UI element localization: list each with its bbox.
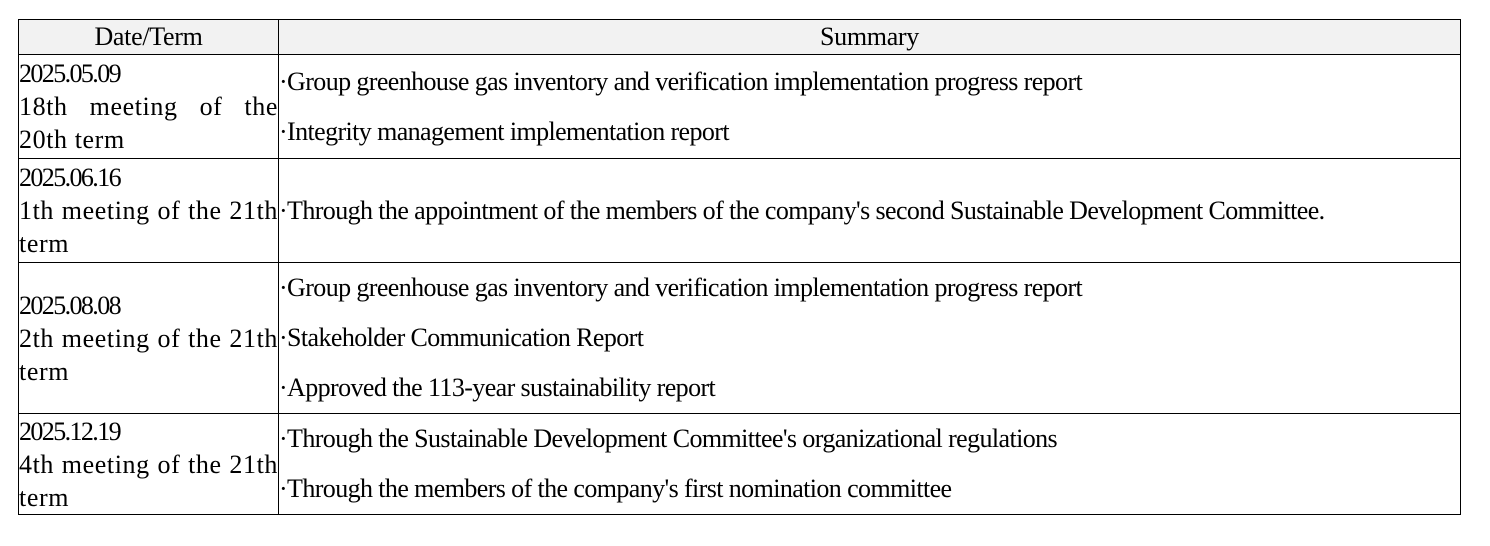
- header-summary: Summary: [279, 20, 1461, 55]
- summary-cell: [279, 55, 1461, 159]
- date-term-cell: [19, 55, 279, 159]
- meeting-term: 4th meeting of the 21th term: [19, 449, 278, 512]
- table-row: [19, 414, 1461, 515]
- summary-item: ·Approved the 113-year sustainability report: [279, 373, 716, 402]
- header-row: [19, 20, 1461, 55]
- table-row: [19, 55, 1461, 159]
- summary-item: ·Through the appointment of the members of the company's second Sustainable Development Committee.: [279, 195, 1325, 225]
- meeting-date: 2025.06.16: [19, 163, 121, 192]
- meeting-term: 2th meeting of the 21th term: [19, 323, 278, 386]
- summary-cell: [279, 263, 1461, 414]
- meetings-table: [18, 19, 1461, 515]
- date-term-cell: [19, 159, 279, 263]
- meeting-date: 2025.12.19: [19, 416, 121, 446]
- summary-cell: [279, 414, 1461, 515]
- summary-item: ·Through the members of the company's first nomination committee: [279, 474, 952, 503]
- header-date-term: Date/Term: [19, 20, 279, 55]
- meeting-term: 1th meeting of the 21th term: [19, 196, 278, 258]
- summary-item: ·Stakeholder Communication Report: [279, 323, 644, 352]
- summary-item: ·Integrity management implementation report: [279, 116, 729, 146]
- date-term-cell: [19, 263, 279, 414]
- summary-item: ·Through the Sustainable Development Committee's organizational regulations: [279, 424, 1058, 453]
- table-row: [19, 159, 1461, 263]
- summary-cell: [279, 159, 1461, 263]
- summary-item: ·Group greenhouse gas inventory and verification implementation progress report: [279, 273, 1083, 302]
- meeting-term: 18th meeting of the 20th term: [19, 92, 278, 154]
- date-term-cell: [19, 414, 279, 515]
- meeting-date: 2025.05.09: [19, 59, 121, 88]
- table-row: [19, 263, 1461, 414]
- summary-item: ·Group greenhouse gas inventory and verification implementation progress report: [279, 66, 1083, 96]
- meeting-date: 2025.08.08: [19, 290, 121, 320]
